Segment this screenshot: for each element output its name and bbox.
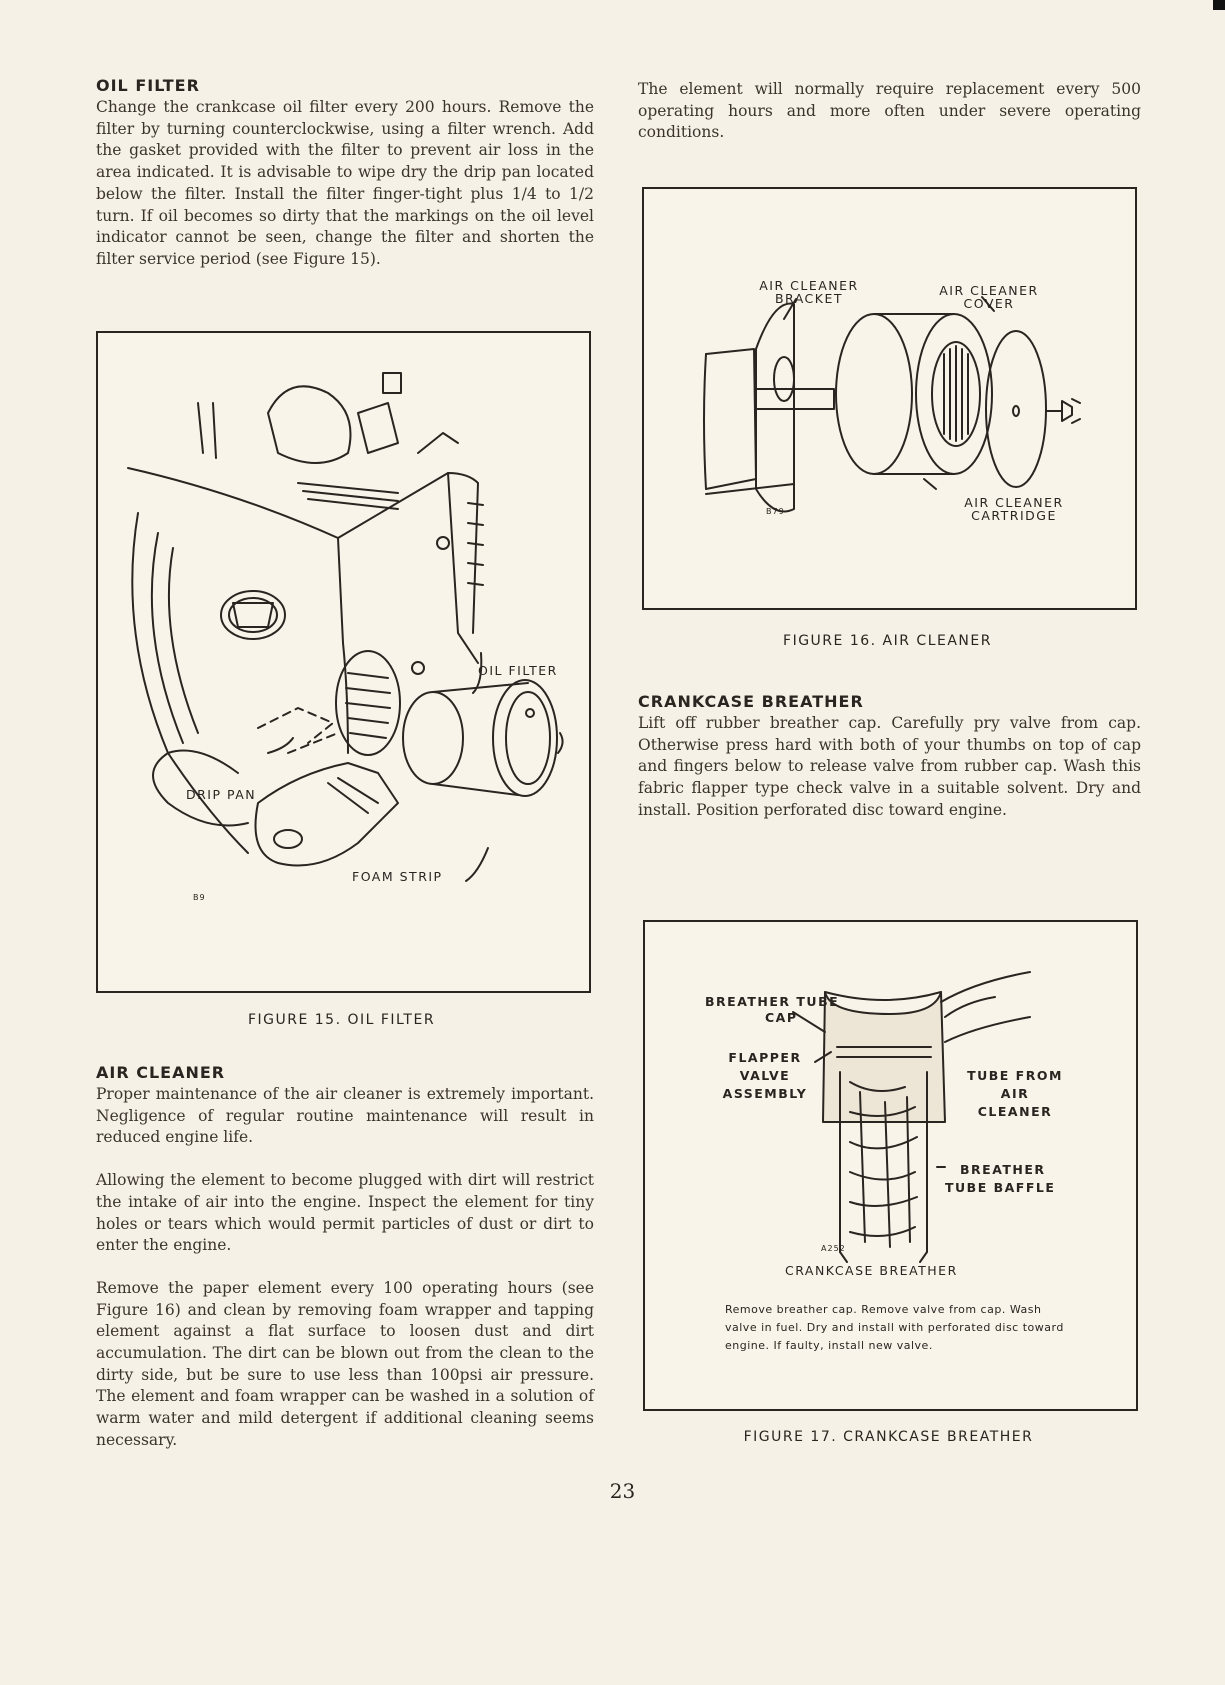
bracket-label: AIR CLEANER BRACKET — [759, 278, 859, 306]
drip-pan-callout: DRIP PAN — [186, 787, 257, 802]
air-cleaner-section — [96, 1063, 594, 1452]
figure-17-code: A252 — [821, 1244, 846, 1253]
air-cleaner-paragraph-3: Remove the paper element every 100 operating hours (see Figure 16) and clean by removing foam wrapper and tapping element against a flat surface to loosen dust and dirt accumulation. The dirt can be blown out from the clean to the dirty side, but be sure to use less than 100psi air pressure. The element and foam wrapper can be washed in a solution of warm water and mild detergent if additional cleaning seems necessary. — [96, 1278, 594, 1449]
figure-16-code: B79 — [766, 507, 785, 516]
flapper-valve-label: FLAPPER VALVE ASSEMBLY — [722, 1050, 808, 1101]
oil-filter-text: Change the crankcase oil filter every 200 hours. Remove the filter by turning counterclockwise, using a filter wrench. Add the gasket provided with the filter to prevent air loss in the area indicated. It is advisable to wipe dry the drip pan located below the filter. Install the filter finger-tight plus 1/4 to 1/2 turn. If oil becomes so dirty that the markings on the oil level indicator cannot be seen, change the filter and shorten the filter service period (see Figure 15). — [96, 98, 594, 268]
figure-16-box — [642, 187, 1137, 610]
foam-strip-callout: FOAM STRIP — [352, 869, 443, 884]
crankcase-breather-section — [638, 692, 1141, 822]
crankcase-breather-heading: CRANKCASE BREATHER — [638, 692, 864, 711]
figure-17-note: Remove breather cap. Remove valve from cap. Wash valve in fuel. Dry and install with perforated disc toward engine. If faulty, install new valve. — [725, 1303, 1064, 1352]
cover-label: AIR CLEANER COVER — [939, 283, 1039, 311]
breather-tube-cap-label: BREATHER TUBE CAP — [705, 994, 840, 1025]
oil-filter-illustration — [98, 333, 589, 991]
figure-15-code: B9 — [193, 893, 206, 902]
element-replacement-text: The element will normally require replacement every 500 operating hours and more often under severe operating conditions. — [638, 80, 1141, 142]
breather-tube-baffle-label: BREATHER TUBE BAFFLE — [945, 1162, 1056, 1195]
oil-filter-section — [96, 76, 594, 271]
oil-filter-callout: OIL FILTER — [478, 663, 558, 678]
air-cleaner-paragraph-1: Proper maintenance of the air cleaner is extremely important. Negligence of regular routine maintenance will result in reduced engine life. — [96, 1085, 594, 1147]
figure-15-box — [96, 331, 591, 993]
element-replacement-section — [638, 79, 1141, 144]
scan-corner-mark — [1213, 0, 1225, 10]
cartridge-label: AIR CLEANER CARTRIDGE — [964, 495, 1064, 523]
figure-17-box — [643, 920, 1138, 1411]
oil-filter-heading: OIL FILTER — [96, 76, 200, 95]
page-number: 23 — [609, 1479, 636, 1503]
crankcase-breather-text: Lift off rubber breather cap. Carefully pry valve from cap. Otherwise press hard with both of your thumbs on top of cap and fingers below to release valve from rubber cap. Wash this fabric flapper type check valve in a suitable solvent. Dry and install. Position perforated disc toward engine. — [638, 714, 1141, 819]
figure-17-inner-title: CRANKCASE BREATHER — [785, 1263, 958, 1278]
figure-15-caption: FIGURE 15. OIL FILTER — [247, 1012, 436, 1028]
figure-17-caption: FIGURE 17. CRANKCASE BREATHER — [743, 1429, 1034, 1445]
air-cleaner-paragraph-2: Allowing the element to become plugged with dirt will restrict the intake of air into the engine. Inspect the element for tiny holes or tears which would permit particles of dust or dirt to enter the engine. — [96, 1171, 594, 1255]
tube-from-air-cleaner-label: TUBE FROM AIR CLEANER — [967, 1068, 1063, 1119]
air-cleaner-heading: AIR CLEANER — [96, 1063, 226, 1082]
air-cleaner-illustration — [644, 189, 1135, 608]
figure-16-caption: FIGURE 16. AIR CLEANER — [783, 633, 992, 649]
